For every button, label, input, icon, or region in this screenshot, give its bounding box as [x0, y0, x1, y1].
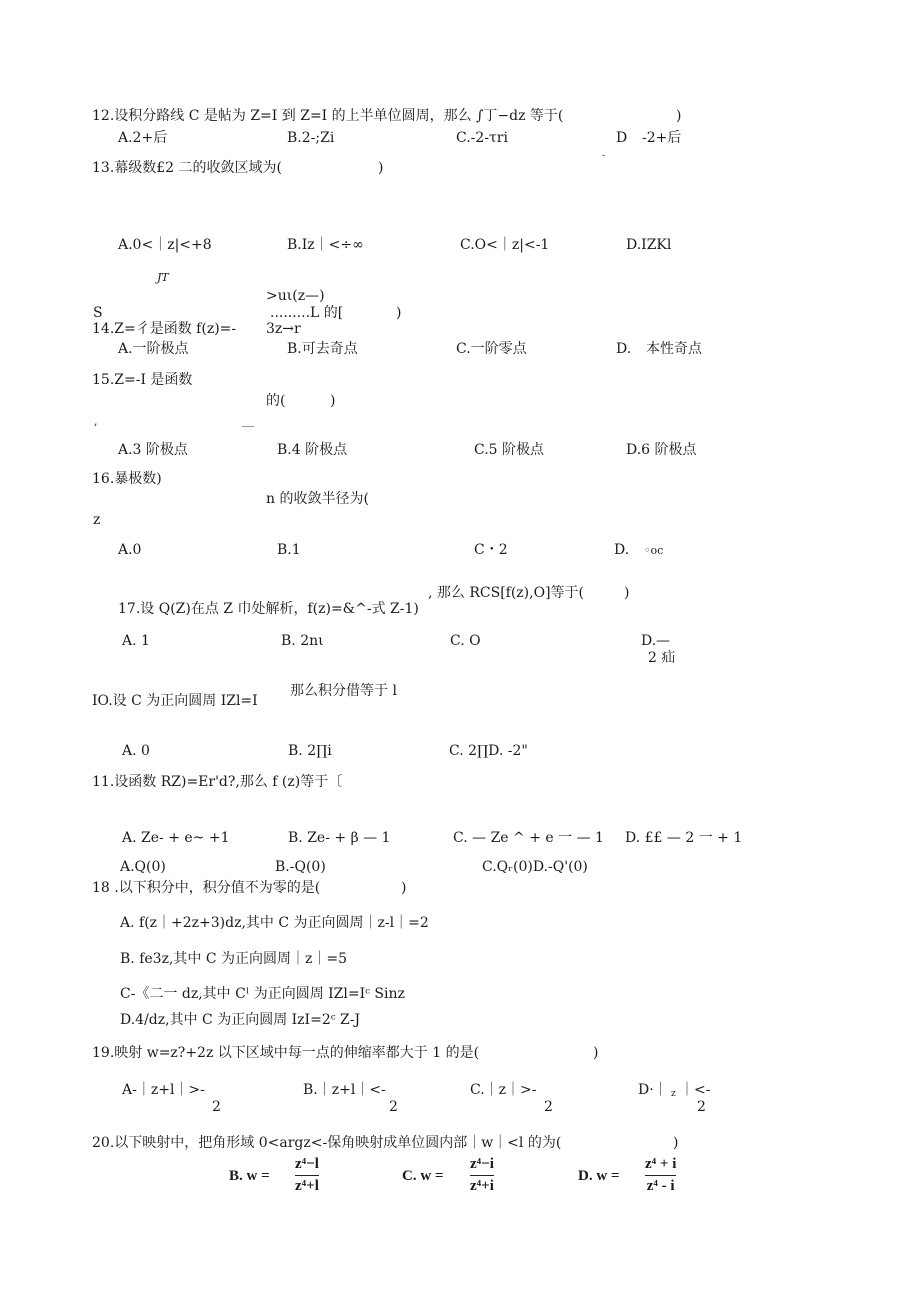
- q11-option-c: C. — Ze ^ + e 一 — 1: [453, 830, 604, 846]
- q19-option-c: C.｜z｜>-: [470, 1082, 537, 1098]
- q12-paren-close: ): [676, 108, 682, 124]
- q14-s-mark: S: [93, 305, 103, 321]
- q14-paren-close: ): [396, 305, 402, 321]
- q19-option-a: A-｜z+l｜>-: [122, 1082, 205, 1098]
- q17-option-d-denominator: 2 疝: [648, 650, 676, 666]
- q12-option-d: -2+后: [642, 130, 682, 146]
- q19-option-b-denominator: 2: [389, 1099, 398, 1115]
- q11-option2-c: C.Qᵣ(0)D.-Q'(0): [482, 859, 588, 875]
- q16-option-d: ◦oc: [644, 544, 664, 557]
- fraction-bar: [295, 1175, 319, 1176]
- q13-option-c: C.O<｜z|<-1: [460, 237, 550, 253]
- q10-stem: IO.设 C 为正向圆周 IZl=I: [92, 693, 258, 709]
- q13-option-d: D.IZKl: [626, 237, 672, 253]
- q16-radius-text: n 的收敛半径为(: [266, 491, 369, 507]
- q15-option-b: B.4 阶极点: [277, 442, 348, 458]
- q20-option-b-denominator: z⁴+l: [295, 1178, 319, 1194]
- q20-option-b-label: B. w =: [229, 1168, 270, 1184]
- q10-option-c: C. 2∏D. -2": [449, 743, 528, 759]
- fraction-bar: [645, 1175, 676, 1176]
- q19-stem: 19.映射 w=z?+2z 以下区域中每一点的伸缩率都大于 1 的是(: [92, 1045, 480, 1061]
- q15-de: 的(: [266, 393, 286, 409]
- q19-option-d-sub: z: [671, 1089, 676, 1099]
- q17-stem: 17.设 Q(Z)在点 Z 巾处解析，f(z)=&^-式 Z-1): [118, 601, 419, 617]
- q12-option-c: C.-2-τri: [456, 130, 508, 146]
- q17-option-c: C. O: [450, 633, 481, 649]
- q20-option-c-denominator: z⁴+i: [470, 1178, 494, 1194]
- q13-paren-close: ): [378, 160, 384, 176]
- q13-stem: 13.幕级数£2 二的收敛区域为(: [92, 160, 282, 176]
- q11-option-d: D. ££ — 2 一 + 1: [625, 830, 743, 846]
- q14-option-a: A.一阶极点: [118, 341, 189, 357]
- q16-option-a: A.0: [118, 542, 142, 558]
- q14-expression-mid: .........L 的[: [270, 305, 344, 321]
- q20-stem: 20.以下映射中，把角形域 0<argz<-保角映射成单位圆内部｜w｜<l 的为(: [92, 1135, 562, 1151]
- q15-option-c: C.5 阶极点: [474, 442, 545, 458]
- q14-expression-top: >uι(z—): [266, 288, 325, 304]
- q14-option-d-label: D.: [616, 341, 632, 357]
- q16-stem: 16.暴极数): [92, 471, 162, 487]
- q19-option-d-tail: ｜<-: [680, 1082, 711, 1098]
- q17-option-b: B. 2nι: [281, 633, 324, 649]
- q19-option-d: D·｜: [638, 1082, 668, 1098]
- q16-z-mark: z: [93, 512, 101, 528]
- q20-option-d-denominator: z⁴ - i: [646, 1178, 675, 1194]
- q20-option-d-numerator: z⁴ + i: [645, 1156, 677, 1172]
- q14-stem: 14.Z=彳是函数 f(z)=-: [92, 321, 237, 337]
- q12-dash-mark: -: [602, 151, 606, 161]
- q19-option-b: B.｜z+l｜<-: [303, 1082, 386, 1098]
- q19-option-c-denominator: 2: [544, 1099, 553, 1115]
- q10-option-a: A. 0: [122, 743, 150, 759]
- q15-faint-mark: [242, 426, 254, 429]
- q20-option-b-numerator: z⁴−l: [295, 1156, 319, 1172]
- q15-option-a: A.3 阶极点: [118, 442, 188, 458]
- q12-stem: 12.设积分路线 C 是帖为 Z=I 到 Z=I 的上半单位圆周，那么 ∫丁−dz 等于(: [92, 108, 564, 124]
- q12-option-b: B.2-;Zi: [287, 130, 335, 146]
- q18-option-b: B. fe3z,其中 C 为正向圆周｜z｜=5: [120, 951, 348, 967]
- q15-comma-mark: ,: [94, 415, 98, 428]
- q15-paren-close: ): [330, 393, 336, 409]
- q11-stem: 11.设函数 RZ)=Er'd?,那么 f (z)等于〔: [92, 774, 343, 790]
- q20-option-d-fraction: [645, 1156, 676, 1195]
- q20-option-c-fraction: [470, 1156, 494, 1195]
- q11-option-a: A. Ze- + e~ +1: [122, 830, 230, 846]
- q13-option-b: B.Iz｜<÷∞: [287, 237, 364, 253]
- q19-paren-close: ): [593, 1045, 599, 1061]
- q16-option-b: B.1: [277, 542, 301, 558]
- q11-option2-b: B.-Q(0): [275, 859, 326, 875]
- q18-option-a: A. f(z｜+2z+3)dz,其中 C 为正向圆周｜z-l｜=2: [120, 915, 429, 931]
- q12-option-d-label: D: [616, 130, 628, 146]
- q14-option-d: 本性奇点: [646, 341, 702, 357]
- q20-option-d-label: D. w =: [578, 1168, 620, 1184]
- q19-option-a-denominator: 2: [212, 1099, 221, 1115]
- q18-option-d: D.4/dz,其中 C 为正向圆周 IzI=2ᶜ Z-J: [120, 1012, 361, 1028]
- q18-paren-close: ): [401, 880, 407, 896]
- q11-option2-a: A.Q(0): [120, 859, 166, 875]
- q20-option-c-numerator: z⁴−i: [470, 1156, 494, 1172]
- q16-option-c: C・2: [474, 542, 508, 558]
- q19-option-d-denominator: 2: [697, 1099, 706, 1115]
- q14-option-c: C.一阶零点: [456, 341, 527, 357]
- q15-stem: 15.Z=-I 是函数: [92, 372, 193, 388]
- q15-option-d: D.6 阶极点: [626, 442, 697, 458]
- q10-option-b: B. 2∏i: [288, 743, 332, 759]
- q17-option-d: D.—: [641, 633, 671, 649]
- q13-option-a: A.0<｜z|<+8: [118, 237, 212, 253]
- q20-paren-close: ): [673, 1135, 679, 1151]
- q17-option-a: A. 1: [122, 633, 150, 649]
- q17-tail: , 那么 RCS[f(z),O]等于(: [428, 585, 584, 601]
- q12-option-a: A.2+后: [118, 130, 168, 146]
- q20-option-b-fraction: [295, 1156, 319, 1195]
- q16-option-d-label: D.: [614, 542, 630, 558]
- q17-paren-close: ): [624, 585, 630, 601]
- q14-jt-mark: JT: [157, 271, 169, 284]
- q14-option-b: B.可去奇点: [287, 341, 358, 357]
- q14-limit: 3z→r: [266, 321, 301, 337]
- q18-stem: 18 .以下积分中，积分值不为零的是(: [92, 880, 321, 896]
- q20-option-c-label: C. w =: [402, 1168, 444, 1184]
- fraction-bar: [470, 1175, 494, 1176]
- q11-option-b: B. Ze- + β — 1: [288, 830, 391, 846]
- q18-option-c: C-《二一 dz,其中 Cˡ 为正向圆周 IZl=Iᶜ Sinz: [120, 986, 405, 1002]
- q10-tail: 那么积分借等于 l: [290, 683, 397, 699]
